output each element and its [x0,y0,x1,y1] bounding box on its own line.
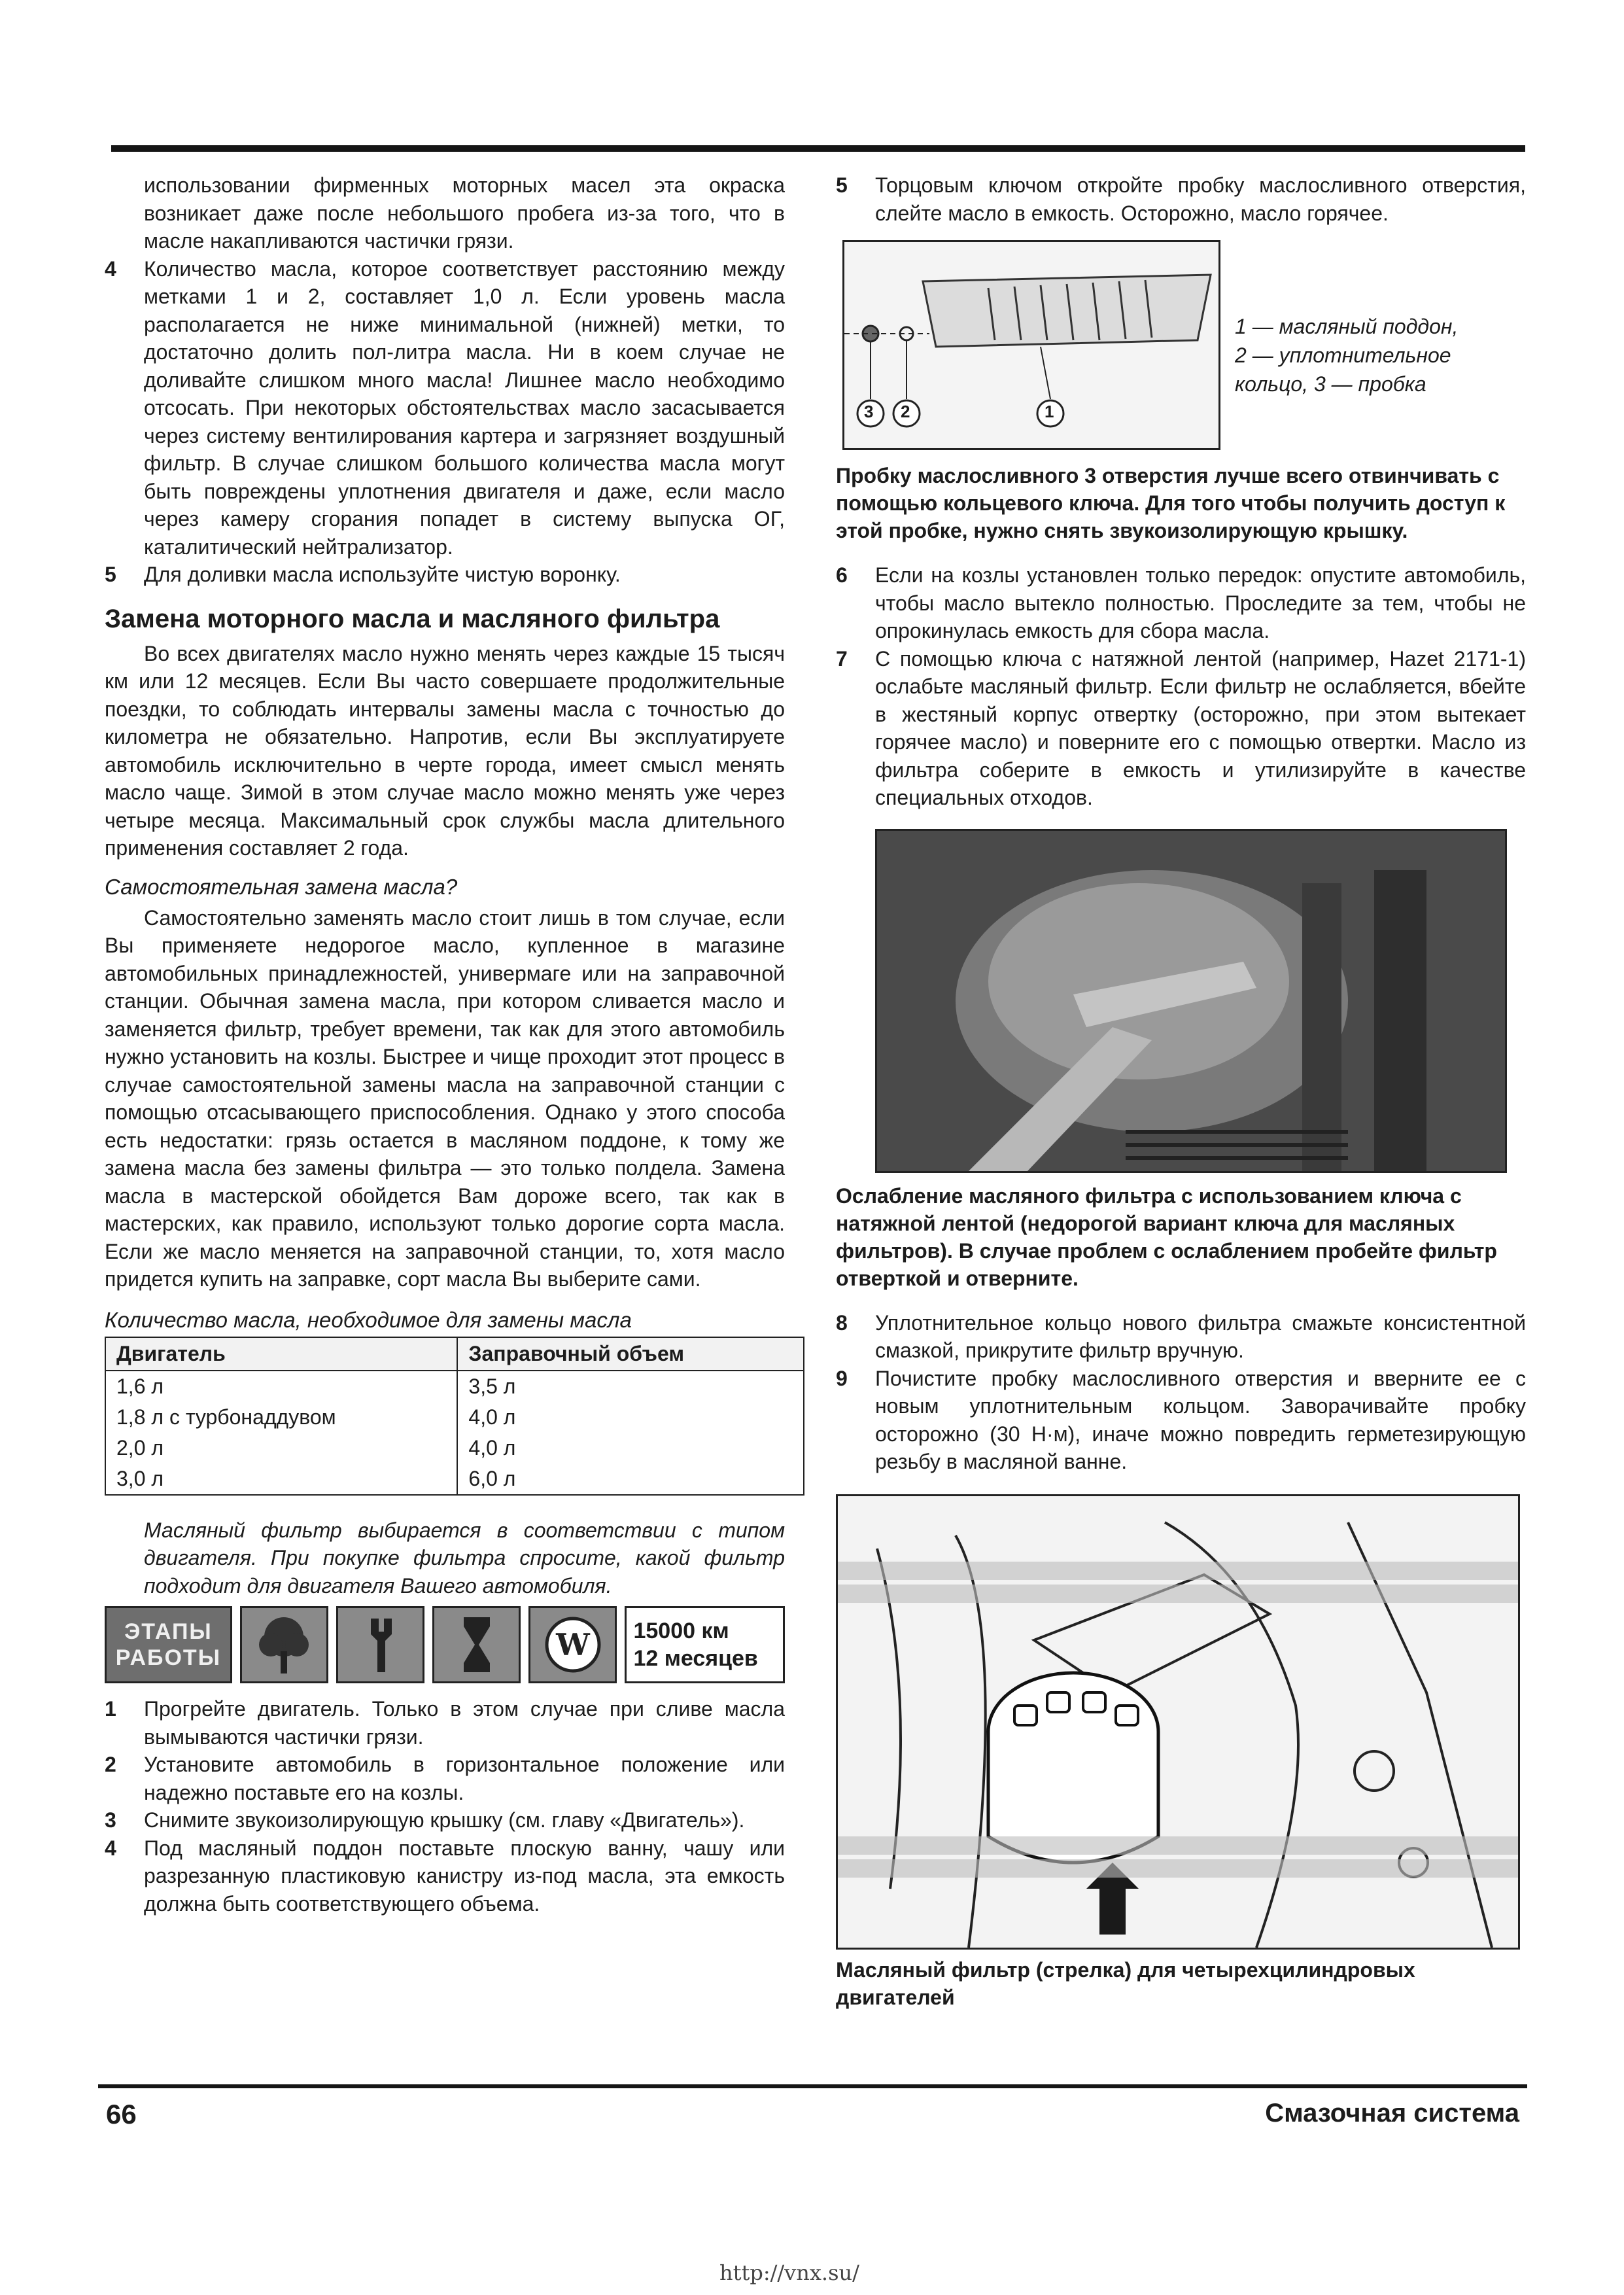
list-item: 5 Торцовым ключом откройте пробку маслосливного отверстия, слейте масло в емкость. Осторожно, масло горячее. [836,173,1526,225]
figure-caption: Пробку маслосливного 3 отверстия лучше всего отвинчивать с помощью кольцевого ключа. Для того чтобы получить доступ к этой пробке, нужно снять звукоизолирующую крышку. [836,464,1506,542]
wrench-icon [336,1606,424,1683]
section-title: Замена моторного масла и масляного фильтра [105,604,720,633]
list-item: 9 Почистите пробку маслосливного отверстия и вверните ее с новым уплотнительным кольцом. Заворачивайте пробку осторожно (30 Н·м), иначе можно повредить герметезирующую резьбу в масляной ванне. [836,1366,1526,1473]
list-item: 1 Прогрейте двигатель. Только в этом случае при сливе масла вымываются частички грязи. [105,1697,785,1749]
list-item: 4 Количество масла, которое соответствует расстоянию между метками 1 и 2, составляет 1,0 л. Если уровень масла располагается не ниже минимальной (нижней) метки, то достаточно долить пол-литра масла. Ни в коем случае не доливайте слишком много масла! Лишнее масло необходимо отсосать. При некоторых обстоятельствах масло засасывается через систему вентилирования картера и загрязняет воздушный фильтр. В случае слишком большого количества масла могут быть повреждены уплотнения двигателя и даже, если масло через камеру сгорания попадет в систему выпуска ОГ, каталитический нейтрализатор. [105,256,785,559]
figure-caption: Ослабление масляного фильтра с использованием ключа с натяжной лентой (недорогой вариант ключа для масляных фильтров). В случае проблем с ослаблением пробейте фильтр отверткой и отверните. [836,1183,1497,1290]
table-row: 1,6 л 3,5 л [105,1371,804,1402]
list-item: 4 Под масляный поддон поставьте плоскую ванну, чашу или разрезанную пластиковую канистру из-под масла, эта емкость должна быть соответствующего объема. [105,1836,785,1916]
left-column [105,171,785,1918]
figure-oil-pan-area [836,240,1526,453]
tree-icon [240,1606,328,1683]
list-item: 8 Уплотнительное кольцо нового фильтра смажьте консистентной смазкой, прикрутите фильтр вручную. [836,1310,1526,1362]
steps-list-mid [836,561,1526,812]
subheading: Самостоятельная замена масла? [105,874,458,899]
table-caption: Количество масла, необходимое для замены масла [105,1307,632,1332]
stages-label: ЭТАПЫ РАБОТЫ [105,1606,232,1683]
figure-filter-drawing [836,1494,1520,1950]
list-item: 3 Снимите звукоизолирующую крышку (см. главу «Двигатель»). [105,1808,745,1832]
continued-text: использовании фирменных моторных масел эта окраска возникает даже после небольшого пробега из-за того, что в масле накапливаются частички грязи. [144,173,785,253]
steps-list-top [105,255,785,589]
table-row: 3,0 л 6,0 л [105,1463,804,1495]
work-stages-bar [105,1606,785,1683]
top-rule [111,145,1525,152]
figure-filter-photo [875,829,1507,1173]
steps-list-5 [836,171,1526,227]
section-paragraph: Во всех двигателях масло нужно менять через каждые 15 тысяч км или 12 месяцев. Если Вы часто совершаете продолжительные поездки, то соблюдать интервалы замены масла с точностью до километра не обязательно. Напротив, если Вы эксплуатируете автомобиль исключительно в черте города, имеет смысл менять масло чаще. Зимой в этом случае масло можно менять уже через четыре месяца. Максимальный срок службы масла длительного применения составляет 2 года. [105,641,785,860]
table-row: 1,8 л с турбонаддувом 4,0 л [105,1402,804,1433]
table-row: 2,0 л 4,0 л [105,1433,804,1463]
oil-capacity-table [105,1337,804,1496]
list-item: 2 Установите автомобиль в горизонтальное положение или надежно поставьте его на козлы. [105,1753,785,1804]
svg-text:W: W [556,1627,590,1662]
table-header: Заправочный объем [457,1337,804,1371]
chapter-title: Смазочная система [1265,2099,1519,2128]
callout-2: 2 [901,402,910,421]
source-url-link[interactable]: http://vnx.su/ [719,2260,859,2285]
callout-1: 1 [1045,402,1054,421]
right-column [836,171,1526,2028]
steps-list-bottom [105,1695,785,1918]
w-badge-icon [528,1606,617,1683]
list-item: 6 Если на козлы установлен только передок: опустите автомобиль, чтобы масло вытекло полностью. Проследите за тем, чтобы не опрокинулась емкость для сбора масла. [836,563,1526,642]
table-header-row [105,1337,804,1371]
steps-list-late [836,1309,1526,1476]
table-header: Двигатель [105,1337,457,1371]
footer-rule [98,2084,1527,2088]
list-item: 5 Для доливки масла используйте чистую воронку. [105,563,621,586]
hourglass-icon [432,1606,521,1683]
callout-3: 3 [864,402,874,421]
sub-paragraph: Самостоятельно заменять масло стоит лишь в том случае, если Вы применяете недорогое масло, купленное в магазине автомобильных принадлежностей, универмаге или на заправочной станции. Обычная замена масла, при котором сливается масло и заменяется фильтр, требует времени, так как для этого автомобиль нужно установить на козлы. Быстрее и чище проходит этот процесс в случае самостоятельной замены масла на заправочной станции с помощью отсасывающего приспособления. Однако у этого способа есть недостатки: грязь остается в масляном поддоне, к тому же замена масла без замены фильтра — это только полдела. Замена масла в мастерской обойдется Вам дороже всего, так как в мастерских, как правило, используют только дорогие сорта масла. Если же масло меняется на заправочной станции, то, хотя масло придется купить на заправке, сорт масла Вы выберите сами. [105,905,785,1291]
figure-legend: 1 — масляный поддон, 2 — уплотнительное кольцо, 3 — пробка [1235,315,1459,396]
interval-box: 15000 км 12 месяцев [625,1606,785,1683]
figure-caption: Масляный фильтр (стрелка) для четырехцилиндровых двигателей [836,1957,1415,2009]
page-number: 66 [106,2099,137,2129]
figure-oil-pan [842,240,1220,450]
filter-note: Масляный фильтр выбирается в соответствии с типом двигателя. При покупке фильтра спросите, какой фильтр подходит для двигателя Вашего автомобиля. [144,1518,785,1598]
list-item: 7 С помощью ключа с натяжной лентой (например, Hazet 2171-1) ослабьте масляный фильтр. Если фильтр не ослабляется, вбейте в жестяный корпус отвертку (осторожно, при этом вытекает горячее масло) и поверните его с помощью отвертки. Масло из фильтра соберите в емкость и утилизируйте в качестве специальных отходов. [836,646,1526,809]
